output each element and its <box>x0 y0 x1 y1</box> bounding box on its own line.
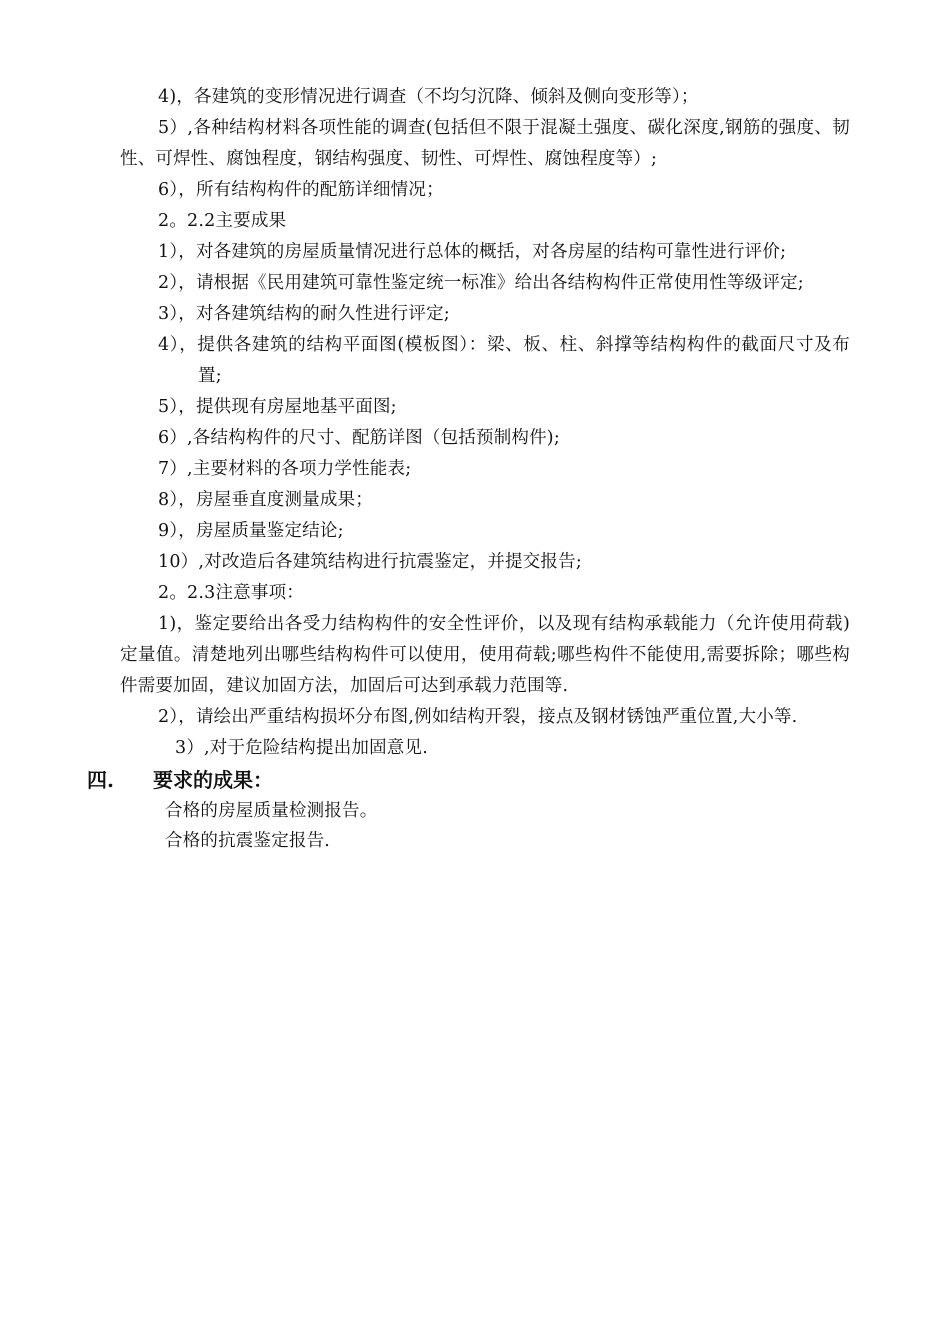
result-item: 合格的房屋质量检测报告。 <box>165 801 378 821</box>
section-title: 要求的成果： <box>153 768 273 792</box>
list-item: 7）,主要材料的各项力学性能表; <box>158 459 412 479</box>
document-body <box>87 82 850 856</box>
result-item: 合格的抗震鉴定报告. <box>165 831 331 851</box>
list-item: 2），请根据《民用建筑可靠性鉴定统一标准》给出各结构构件正常使用性等级评定; <box>158 273 804 293</box>
list-item: 5），提供现有房屋地基平面图; <box>158 397 397 417</box>
list-item: 6）,各结构构件的尺寸、配筋详图（包括预制构件); <box>158 428 560 448</box>
subsection-heading-2-2: 2。2.2主要成果 <box>158 211 287 231</box>
list-item: 6），所有结构构件的配筋详细情况； <box>158 180 444 200</box>
list-item: 4)，各建筑的变形情况进行调查（不均匀沉降、倾斜及侧向变形等）； <box>158 87 699 107</box>
list-item: 4），提供各建筑的结构平面图(模板图）：梁、板、柱、斜撑等结构构件的截面尺寸及布置; <box>158 335 850 386</box>
list-item: 10）,对改造后各建筑结构进行抗震鉴定，并提交报告; <box>158 552 582 572</box>
list-item: 2），请绘出严重结构损坏分布图,例如结构开裂，接点及钢材锈蚀严重位置,大小等. <box>158 707 798 727</box>
list-item: 9），房屋质量鉴定结论; <box>158 521 344 541</box>
section-number: 四. <box>87 768 114 792</box>
list-item: 8），房屋垂直度测量成果； <box>158 490 373 510</box>
list-item: 1)，鉴定要给出各受力结构构件的安全性评价，以及现有结构承载能力（允许使用荷载)定量值。清楚地列出哪些结构构件可以使用，使用荷载;哪些构件不能使用,需要拆除；哪些构件需要加固，建议加固方法，加固后可达到承载力范围等. <box>120 614 850 696</box>
subsection-heading-2-3: 2。2.3注意事项： <box>158 583 304 603</box>
list-item: 5）,各种结构材料各项性能的调查(包括但不限于混凝土强度、碳化深度,钢筋的强度、韧性、可焊性、腐蚀程度，钢结构强度、韧性、可焊性、腐蚀程度等）; <box>120 118 850 169</box>
section-heading-4 <box>87 764 850 796</box>
list-item: 3），对各建筑结构的耐久性进行评定; <box>158 304 450 324</box>
list-item: 1），对各建筑的房屋质量情况进行总体的概括，对各房屋的结构可靠性进行评价; <box>158 242 787 262</box>
list-item: 3）,对于危险结构提出加固意见. <box>175 738 428 758</box>
